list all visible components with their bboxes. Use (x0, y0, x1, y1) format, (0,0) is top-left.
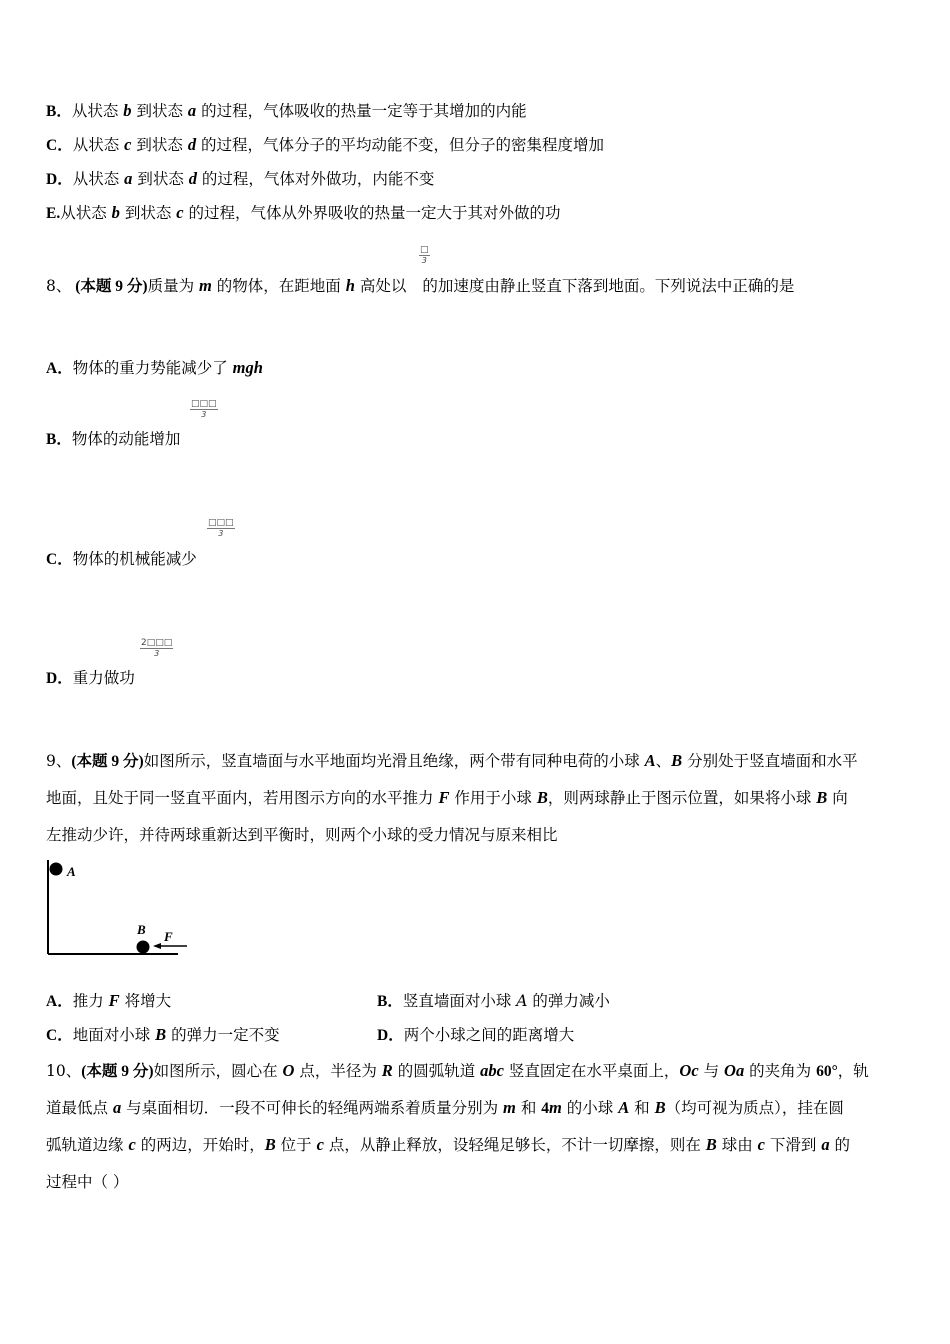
q7-option-b: B．从状态 b 到状态 a 的过程，气体吸收的热量一定等于其增加的内能 (46, 101, 527, 120)
q8-option-d-fraction: 2□□□ 3 (141, 638, 173, 658)
q10-stem-line3: 弧轨道边缘 c 的两边，开始时，B 位于 c 点，从静止释放，设轻绳足够长，不计一切摩擦，则在 B 球由 c 下滑到 a 的 (46, 1135, 851, 1154)
q9-stem-line3: 左推动少许，并待两球重新达到平衡时，则两个小球的受力情况与原来相比 (46, 826, 558, 844)
ball-a (50, 863, 63, 876)
q8-option-a: A．物体的重力势能减少了 mgh (46, 358, 263, 377)
q8-stem: 8、 (本题 9 分)质量为 m 的物体，在距地面 h 高处以 的加速度由静止竖直下落到地面。下列说法中正确的是 (46, 276, 795, 295)
q8-option-b: B．物体的动能增加 (46, 430, 181, 448)
force-label: F (164, 929, 173, 944)
q7-option-c: C．从状态 c 到状态 d 的过程，气体分子的平均动能不变，但分子的密集程度增加 (46, 135, 605, 154)
q8-accel-fraction: □ 3 (420, 245, 429, 265)
ball-b-label: B (137, 922, 146, 937)
q8-option-b-fraction: □□□ 3 (191, 399, 217, 419)
q9-option-d: D．两个小球之间的距离增大 (377, 1026, 575, 1044)
q9-option-c: C．地面对小球 B 的弹力一定不变 (46, 1025, 280, 1044)
q9-option-b: B．竖直墙面对小球 A 的弹力减小 (377, 992, 610, 1010)
q7-option-d: D．从状态 a 到状态 d 的过程，气体对外做功，内能不变 (46, 169, 435, 188)
q9-figure (40, 855, 200, 960)
q9-option-a: A．推力 F 将增大 (46, 991, 172, 1010)
ball-a-label: A (67, 864, 76, 879)
ball-b (137, 941, 150, 954)
q10-stem-line1: 10、(本题 9 分)如图所示，圆心在 O 点，半径为 R 的圆弧轨道 abc 竖直固定在水平桌面上，Oc 与 Oa 的夹角为 60°，轨 (46, 1061, 869, 1080)
q10-stem-line4: 过程中（ ） (46, 1173, 129, 1191)
q8-option-d: D．重力做功 (46, 669, 135, 687)
q9-stem-line1: 9、(本题 9 分)如图所示，竖直墙面与水平地面均光滑且绝缘，两个带有同种电荷的小球 A、B 分别处于竖直墙面和水平 (46, 751, 858, 770)
q7-option-e: E.从状态 b 到状态 c 的过程，气体从外界吸收的热量一定大于其对外做的功 (46, 203, 561, 222)
force-arrow-head (153, 943, 161, 949)
q10-stem-line2: 道最低点 a 与桌面相切．一段不可伸长的轻绳两端系着质量分别为 m 和 4m 的小球 A 和 B（均可视为质点），挂在圆 (46, 1098, 844, 1117)
q8-option-c-fraction: □□□ 3 (208, 518, 234, 538)
q8-option-c: C．物体的机械能减少 (46, 550, 197, 568)
q9-stem-line2: 地面，且处于同一竖直平面内，若用图示方向的水平推力 F 作用于小球 B，则两球静止于图示位置，如果将小球 B 向 (46, 788, 848, 807)
